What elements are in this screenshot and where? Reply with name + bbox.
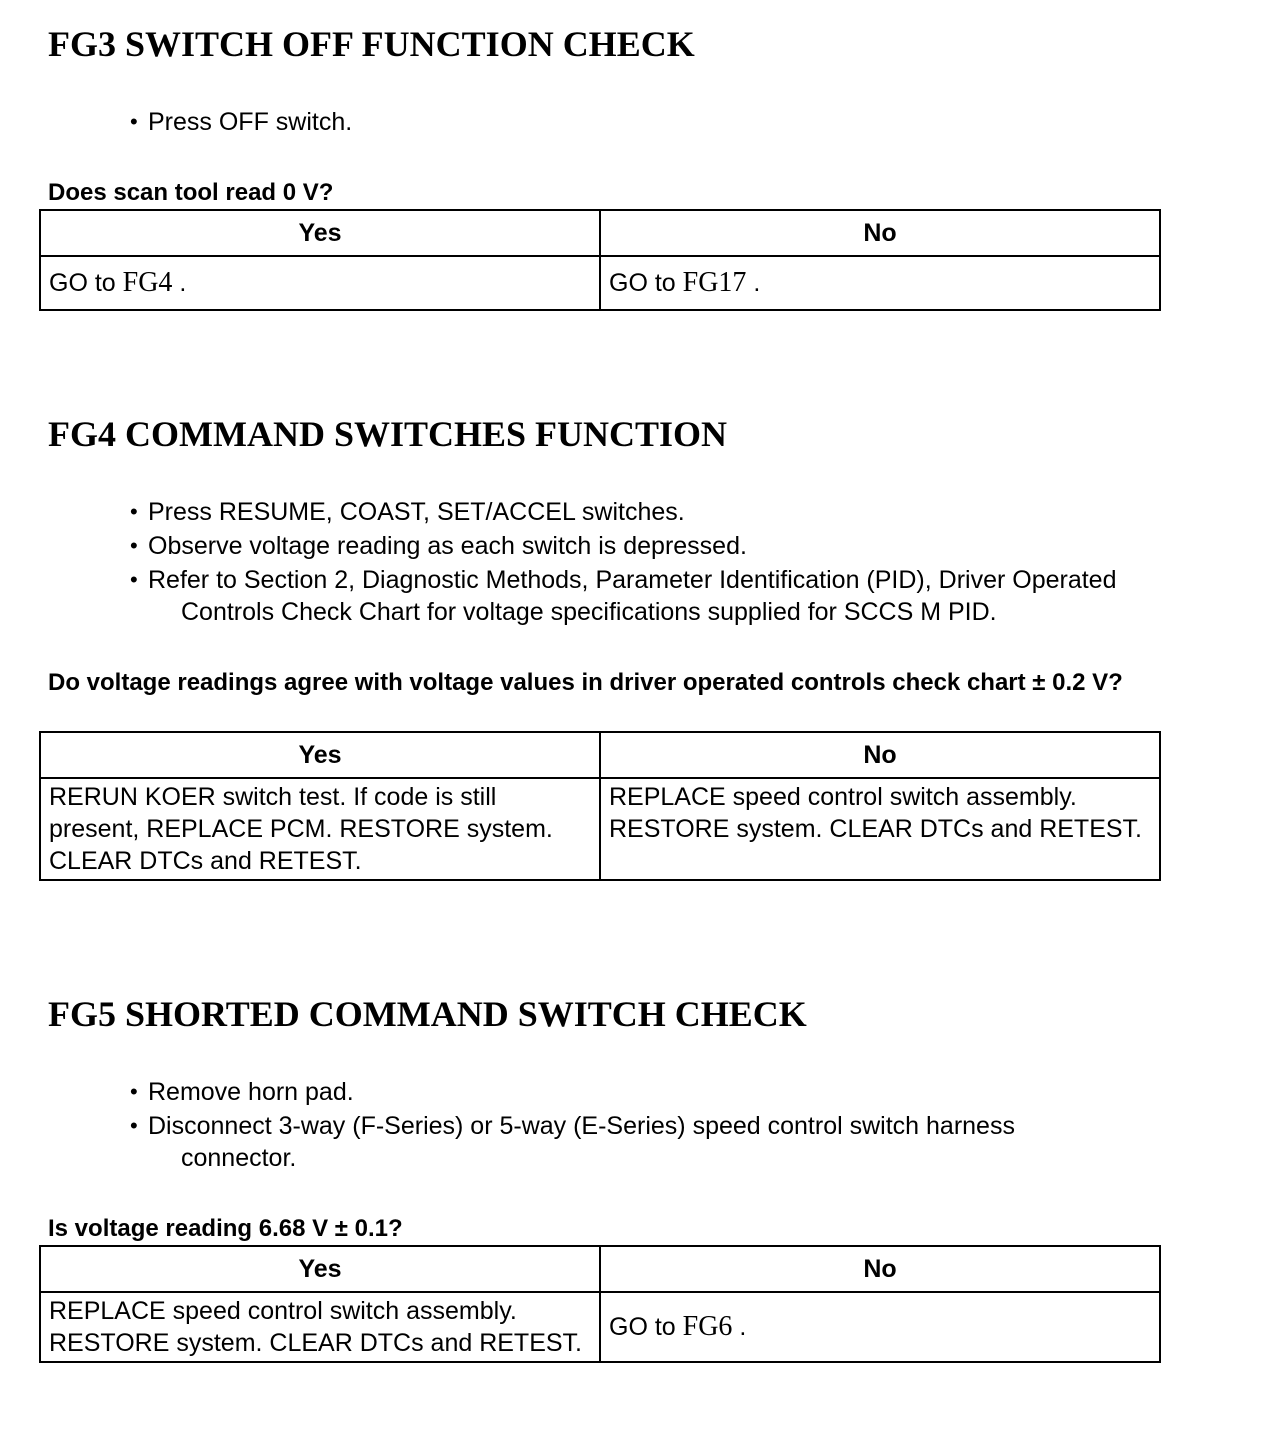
step-item bbox=[130, 1110, 1250, 1174]
goto-link-fg17[interactable]: FG17 bbox=[682, 267, 747, 298]
section-heading: FG3 SWITCH OFF FUNCTION CHECK bbox=[48, 24, 695, 64]
step-list bbox=[130, 496, 1250, 630]
bullet-icon: • bbox=[130, 1079, 138, 1104]
goto-link-fg6[interactable]: FG6 bbox=[682, 1311, 733, 1342]
bullet-icon: • bbox=[130, 109, 138, 134]
no-header: No bbox=[600, 1246, 1160, 1292]
step-item bbox=[130, 106, 1250, 138]
step-text: Refer to Section 2, Diagnostic Methods, Parameter Identification (PID), Driver Operated bbox=[148, 566, 1117, 594]
section-heading: FG5 SHORTED COMMAND SWITCH CHECK bbox=[48, 994, 807, 1034]
section-heading: FG4 COMMAND SWITCHES FUNCTION bbox=[48, 414, 728, 454]
goto-prefix: GO to bbox=[609, 269, 683, 297]
step-text: Observe voltage reading as each switch is depressed. bbox=[148, 532, 747, 560]
goto-suffix: . bbox=[746, 269, 761, 297]
step-text: Disconnect 3-way (F-Series) or 5-way (E-Series) speed control switch harness bbox=[148, 1112, 1015, 1140]
bullet-icon: • bbox=[130, 567, 138, 592]
no-action: REPLACE speed control switch assembly. RESTORE system. CLEAR DTCs and RETEST. bbox=[600, 778, 1160, 880]
step-list bbox=[130, 1076, 1250, 1176]
yes-header: Yes bbox=[40, 210, 600, 256]
decision-table bbox=[39, 731, 1161, 881]
goto-suffix: . bbox=[732, 1313, 747, 1341]
step-text-continuation: Controls Check Chart for voltage specifications supplied for SCCS M PID. bbox=[181, 598, 997, 626]
goto-suffix: . bbox=[172, 269, 187, 297]
step-text: Press RESUME, COAST, SET/ACCEL switches. bbox=[148, 498, 685, 526]
step-item bbox=[130, 530, 1250, 562]
decision-question: Is voltage reading 6.68 V ± 0.1? bbox=[48, 1215, 403, 1242]
goto-link-fg4[interactable]: FG4 bbox=[122, 267, 173, 298]
step-item bbox=[130, 564, 1250, 628]
yes-action: RERUN KOER switch test. If code is still present, REPLACE PCM. RESTORE system. CLEAR DTCs and RETEST. bbox=[40, 778, 600, 880]
step-list bbox=[130, 106, 1250, 140]
goto-prefix: GO to bbox=[49, 269, 123, 297]
decision-question: Does scan tool read 0 V? bbox=[48, 179, 334, 206]
step-text: Remove horn pad. bbox=[148, 1078, 354, 1106]
goto-prefix: GO to bbox=[609, 1313, 683, 1341]
yes-header: Yes bbox=[40, 1246, 600, 1292]
no-action bbox=[600, 256, 1160, 310]
no-header: No bbox=[600, 732, 1160, 778]
decision-table bbox=[39, 1245, 1161, 1363]
decision-question: Do voltage readings agree with voltage values in driver operated controls check chart ± 0.2 V? bbox=[48, 669, 1123, 696]
bullet-icon: • bbox=[130, 1113, 138, 1138]
yes-header: Yes bbox=[40, 732, 600, 778]
no-action bbox=[600, 1292, 1160, 1362]
decision-table bbox=[39, 209, 1161, 311]
step-text-continuation: connector. bbox=[181, 1144, 297, 1172]
bullet-icon: • bbox=[130, 499, 138, 524]
step-text: Press OFF switch. bbox=[148, 108, 353, 136]
step-item bbox=[130, 496, 1250, 528]
yes-action bbox=[40, 256, 600, 310]
step-item bbox=[130, 1076, 1250, 1108]
no-header: No bbox=[600, 210, 1160, 256]
yes-action: REPLACE speed control switch assembly. RESTORE system. CLEAR DTCs and RETEST. bbox=[40, 1292, 600, 1362]
bullet-icon: • bbox=[130, 533, 138, 558]
